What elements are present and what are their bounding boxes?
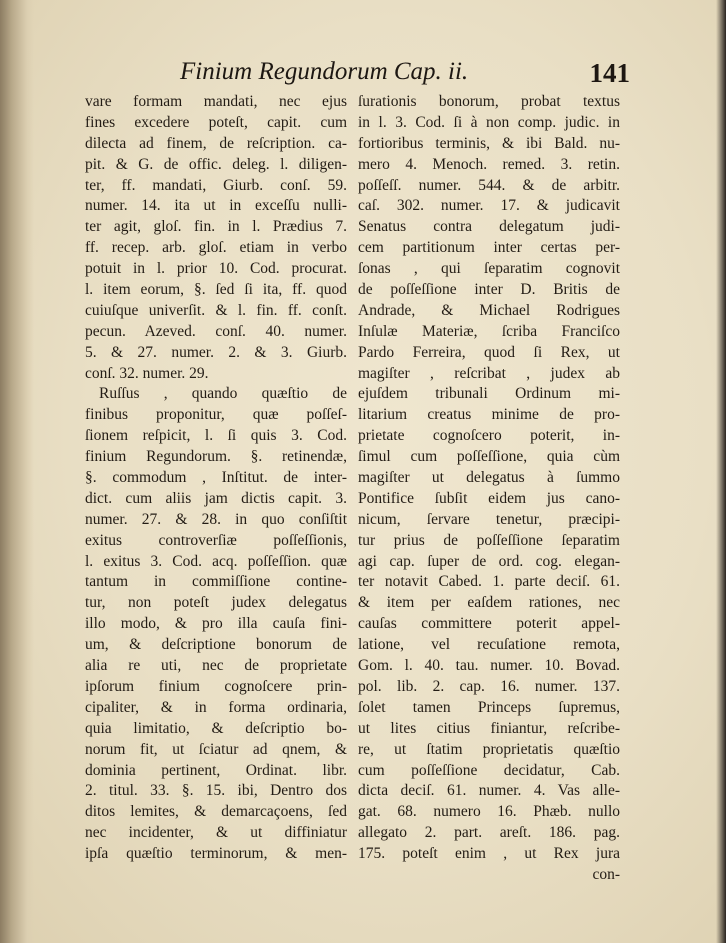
text-line: potuit in l. prior 10. Cod. procurat.	[85, 260, 347, 278]
left-text-column	[85, 92, 347, 865]
text-line: Pardo Ferreira, quod ſi Rex, ut	[358, 343, 620, 361]
text-line: vare formam mandati, nec ejus	[85, 93, 347, 110]
text-line: pit. & G. de offic. deleg. l. diligen-	[85, 155, 347, 173]
text-line: fortioribus terminis, & ibi Bald. nu-	[358, 134, 620, 152]
text-line: caſ. 302. numer. 17. & judicavit	[358, 197, 620, 215]
text-line: dilecta ad finem, de reſcription. ca-	[85, 134, 347, 152]
running-header	[180, 52, 630, 92]
page-edge-shadow	[716, 0, 726, 943]
text-line: Andrade, & Michael Rodrigues	[358, 301, 620, 319]
text-line: numer. 27. & 28. in quo conſiſtit	[85, 510, 347, 528]
catchword: con-	[592, 865, 620, 883]
text-line: cem partitionum inter certas per-	[358, 239, 620, 257]
text-line: Pontifice ſubſit eidem jus cano-	[358, 489, 620, 507]
text-line: litarium creatus minime de pro-	[358, 406, 620, 424]
text-line: fines excedere poteſt, capit. cum	[85, 113, 347, 131]
text-line: Gom. l. 40. tau. numer. 10. Bovad.	[358, 657, 620, 675]
text-line: ſonas , qui ſeparatim cognovit	[358, 260, 620, 278]
text-line: ter notavit Cabed. 1. parte deciſ. 61.	[358, 573, 620, 591]
text-line: latione, vel recuſatione remota,	[358, 636, 620, 654]
text-line: dominia pertinent, Ordinat. libr.	[85, 761, 347, 779]
text-line: pecun. Azeved. conſ. 40. numer.	[85, 322, 347, 340]
text-line: ſionem reſpicit, l. ſi quis 3. Cod.	[85, 427, 347, 445]
text-line: quia limitatio, & deſcriptio bo-	[85, 719, 347, 737]
text-line: mero 4. Menoch. remed. 3. retin.	[358, 155, 620, 173]
text-line: l. item eorum, §. ſed ſi ita, ff. quod	[85, 281, 347, 299]
text-line: illo modo, & pro illa cauſa fini-	[85, 615, 347, 633]
text-line: magiſter , reſcribat , judex ab	[358, 364, 620, 382]
text-line: ſurationis bonorum, probat textus	[358, 93, 620, 110]
text-line: finium Regundorum. §. retinendæ,	[85, 448, 347, 466]
text-line: in l. 3. Cod. ſi à non comp. judic. in	[358, 113, 620, 131]
right-text-column	[358, 92, 620, 886]
text-line: tur, non poteſt judex delegatus	[85, 594, 347, 612]
text-line: & item per eaſdem rationes, nec	[358, 594, 620, 612]
text-line: cipaliter, & in forma ordinaria,	[85, 698, 347, 716]
running-title: Finium Regundorum Cap. ii.	[180, 58, 469, 85]
text-line: ejuſdem tribunali Ordinum mi-	[358, 385, 620, 403]
text-line: magiſter ut delegatus à ſummo	[358, 469, 620, 487]
text-line: §. commodum , Inſtitut. de inter-	[85, 469, 347, 487]
text-line: agi cap. ſuper de ord. cog. elegan-	[358, 552, 620, 570]
text-line: exitus controverſiæ poſſeſſionis,	[85, 531, 347, 549]
text-line: prietate cognoſcero poterit, in-	[358, 427, 620, 445]
text-line: ff. recep. arb. gloſ. etiam in verbo	[85, 239, 347, 257]
text-line: ſolet tamen Princeps ſupremus,	[358, 698, 620, 716]
page-gutter-shadow	[0, 0, 34, 943]
text-line: de poſſeſſione inter D. Britis de	[358, 281, 620, 299]
text-line: ipſorum finium cognoſcere prin-	[85, 677, 347, 695]
text-line: ditos lemites, & demarcaçoens, ſed	[85, 803, 347, 821]
text-line: ter, ff. mandati, Giurb. conſ. 59.	[85, 176, 347, 194]
text-line: poſſeſſ. numer. 544. & de arbitr.	[358, 176, 620, 194]
text-line: gat. 68. numero 16. Phæb. nullo	[358, 803, 620, 821]
text-line: ter agit, gloſ. fin. in l. Prædius 7.	[85, 218, 347, 236]
text-line: dict. cum aliis jam dictis capit. 3.	[85, 489, 347, 507]
text-line: Inſulæ Materiæ, ſcriba Franciſco	[358, 322, 620, 340]
text-line: cum poſſeſſione decidatur, Cab.	[358, 761, 620, 779]
text-line: 2. titul. 33. §. 15. ibi, Dentro dos	[85, 782, 347, 800]
text-line: Senatus contra delegatum judi-	[358, 218, 620, 236]
text-line: nec incidenter, & ut diffiniatur	[85, 824, 347, 842]
text-line: numer. 14. ita ut in exceſſu nulli-	[85, 197, 347, 215]
text-line: l. exitus 3. Cod. acq. poſſeſſion. quæ	[85, 552, 347, 570]
text-line: ipſa quæſtio terminorum, & men-	[85, 845, 347, 863]
text-line: pol. lib. 2. cap. 16. numer. 137.	[358, 677, 620, 695]
text-line: nicum, ſervare tenetur, præcipi-	[358, 510, 620, 528]
text-line: cuiuſque univerſit. & l. fin. ff. conſt.	[85, 301, 347, 319]
text-line: dicta deciſ. 61. numer. 4. Vas alle-	[358, 782, 620, 800]
page-number: 141	[589, 58, 630, 88]
text-line: allegato 2. part. areſt. 186. pag.	[358, 824, 620, 842]
text-line: conſ. 32. numer. 29.	[85, 364, 209, 382]
text-line: ſimul cum poſſeſſione, quia cùm	[358, 448, 620, 466]
text-line: tantum in commiſſione contine-	[85, 573, 347, 591]
text-line: finibus proponitur, quæ poſſeſ-	[85, 406, 347, 424]
text-line: tur prius de poſſeſſione ſeparatim	[358, 531, 620, 549]
text-line: cauſas committere poterit appel-	[358, 615, 620, 633]
paragraph-start-line: Ruſſus , quando quæſtio de	[99, 385, 347, 403]
text-line: 5. & 27. numer. 2. & 3. Giurb.	[85, 343, 347, 361]
text-line: 175. poteſt enim , ut Rex jura	[358, 845, 620, 863]
text-line: alia re uti, nec de proprietate	[85, 657, 347, 675]
text-line: norum fit, ut ſciatur ad qnem, &	[85, 740, 347, 758]
text-line: ut lites citius finiantur, reſcribe-	[358, 719, 620, 737]
text-line: um, & deſcriptione bonorum de	[85, 636, 347, 654]
text-line: re, ut ſtatim proprietatis quæſtio	[358, 740, 620, 758]
